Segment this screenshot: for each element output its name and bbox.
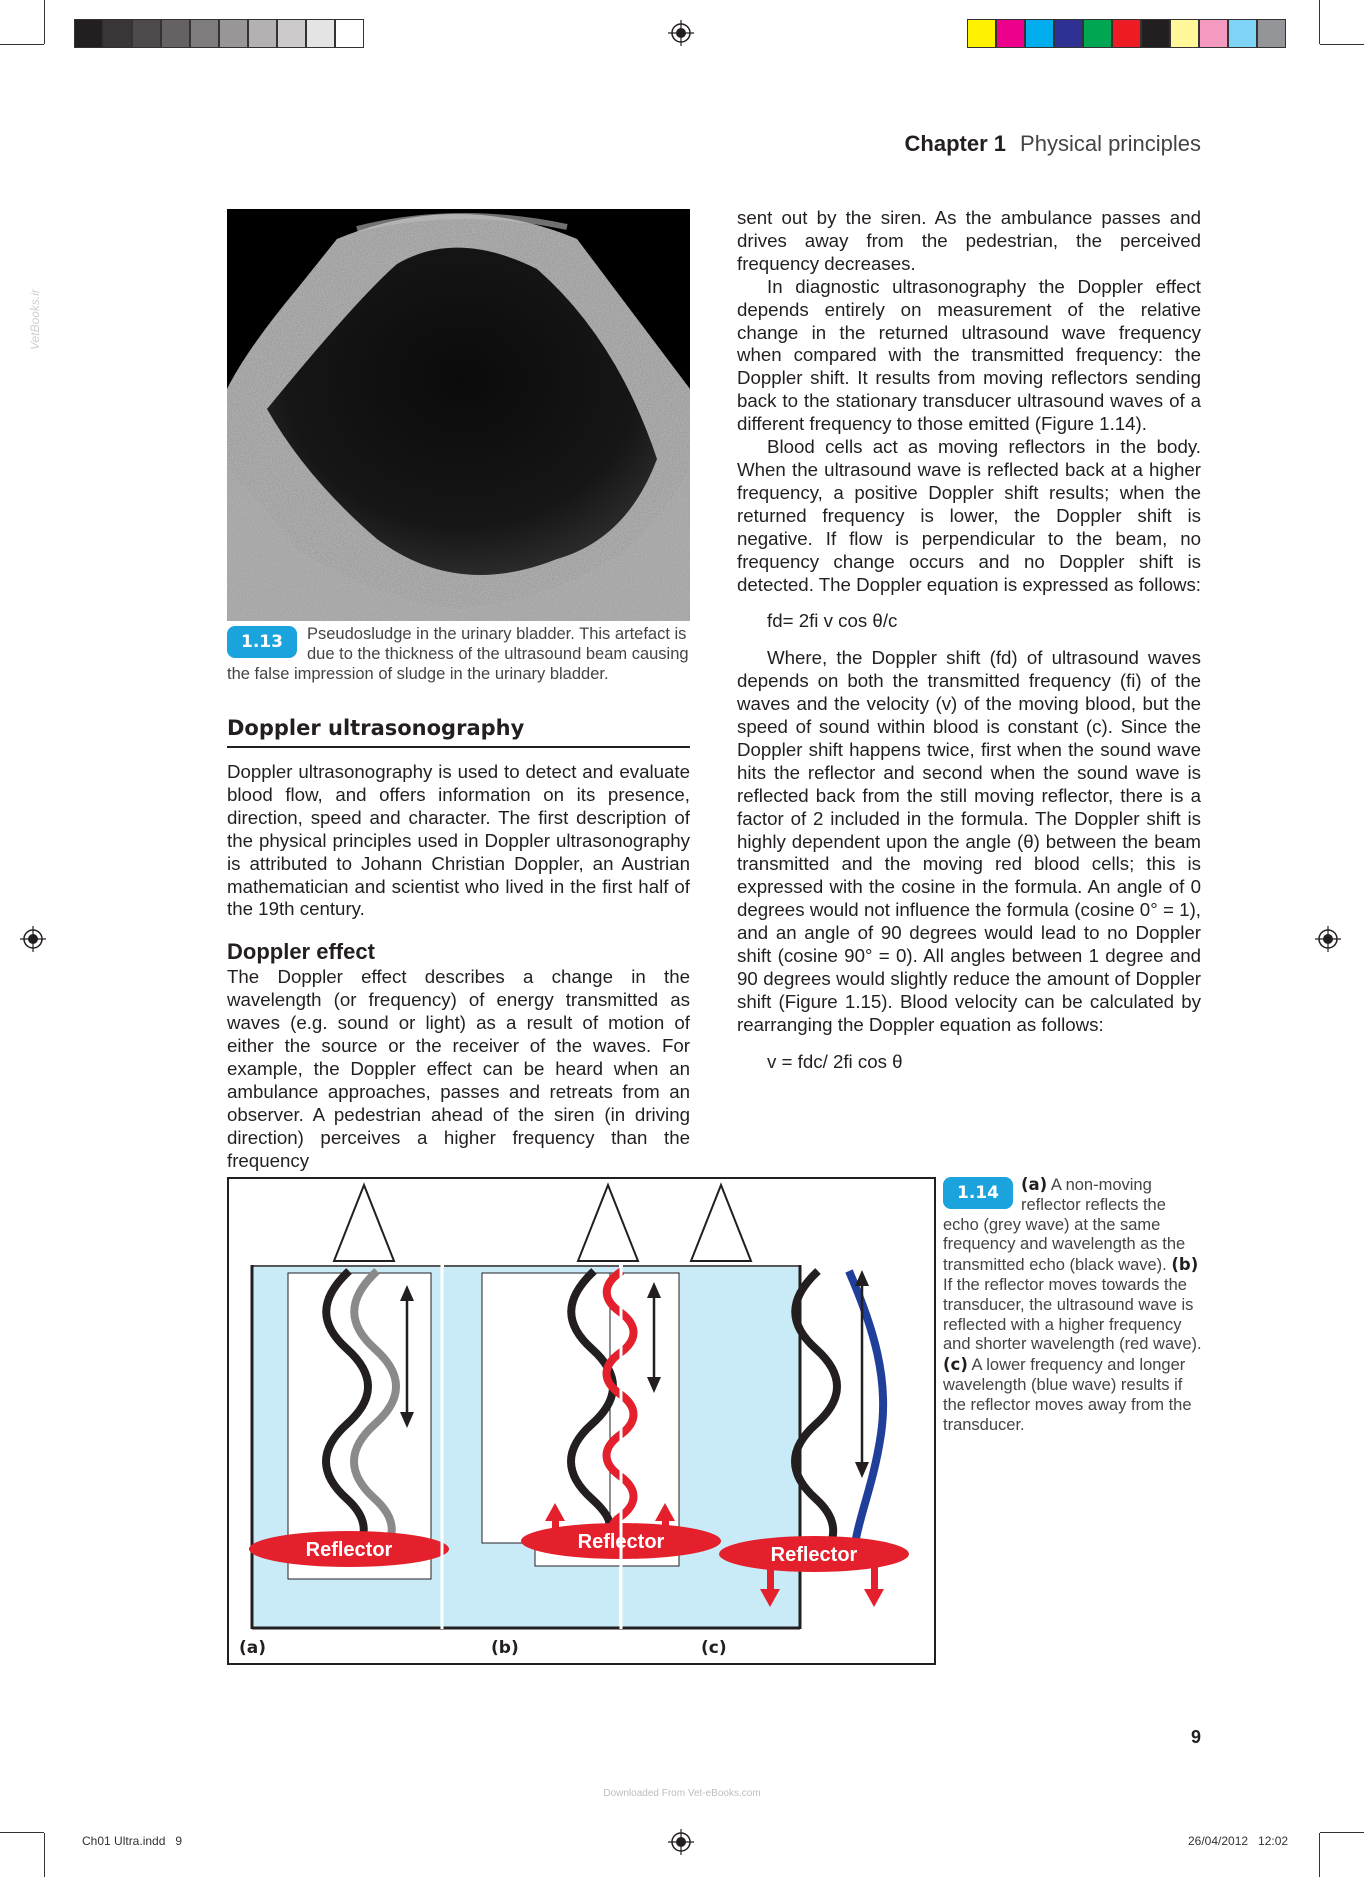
velocity-equation: v = fdc/ 2fi cos θ xyxy=(767,1050,903,1072)
registration-mark-icon xyxy=(668,1829,694,1855)
paragraph: Where, the Doppler shift (fd) of ultrasound waves depends on both the transmitted frequency (fi) of the waves and the velocity (v) of the moving blood, but the speed of sound within blood is constant (c). Since the Doppler shift happens twice, first when the sound wave hits the reflector and second when the sound wave is reflected back from the still moving reflector, there is a factor of 2 included in the formula. The Doppler shift is highly dependent upon the angle (θ) between the beam transmitted and the moving red blood cells; this is expressed with the cosine in the formula. An angle of 0 degrees would not influence the formula (cosine 0° = 1), and an angle of 90 degrees would lead to no Doppler shift (cosine 90° = 0). All angles between 1 degree and 90 degrees would slightly reduce the amount of Doppler shift (Figure 1.15). Blood velocity can be calculated by rearranging the Doppler equation as follows: xyxy=(737,647,1201,1035)
figure-1-13-caption xyxy=(227,624,690,684)
color-swatch xyxy=(1054,19,1083,48)
crop-mark xyxy=(44,0,45,44)
running-head xyxy=(905,131,1201,157)
crop-mark xyxy=(1319,1833,1320,1877)
registration-mark-icon xyxy=(1315,926,1341,952)
transducer-icon xyxy=(334,1185,394,1261)
chapter-title: Physical principles xyxy=(1020,131,1201,156)
transducer-icon xyxy=(691,1185,751,1261)
figure-badge: 1.13 xyxy=(227,626,297,658)
color-swatch xyxy=(996,19,1025,48)
chapter-label: Chapter 1 xyxy=(904,131,1007,156)
panel-tag-a: (a) xyxy=(239,1638,267,1658)
watermark: VetBooks.ir xyxy=(28,289,42,350)
color-swatch xyxy=(1199,19,1228,48)
subsection-heading: Doppler effect xyxy=(227,939,375,965)
reflected-wave-blue xyxy=(849,1271,883,1561)
color-swatch xyxy=(161,19,190,48)
crop-mark xyxy=(0,1832,44,1833)
caption-tag: (b) xyxy=(1171,1255,1199,1275)
down-arrow-icon xyxy=(864,1589,884,1607)
color-swatch xyxy=(248,19,277,48)
color-swatch xyxy=(1228,19,1257,48)
footer-file-name: Ch01 Ultra.indd 9 xyxy=(82,1834,183,1848)
color-swatch xyxy=(1112,19,1141,48)
left-column-text xyxy=(227,761,690,1172)
crop-mark xyxy=(1320,1832,1364,1833)
reflector-label: Reflector xyxy=(770,1544,858,1566)
caption-text: If the reflector moves towards the transducer, the ultrasound wave is reflected with a higher frequency and shorter wavelength (red wave). xyxy=(943,1275,1202,1354)
caption-tag: (a) xyxy=(1021,1175,1048,1194)
reflector-label: Reflector xyxy=(305,1539,393,1561)
paragraph: In diagnostic ultrasonography the Doppler effect depends entirely on measurement of the relative change in the returned ultrasound wave frequency when compared with the transmitted frequency: the Doppler shift. It results from moving reflectors sending back to the stationary transducer ultrasound waves of a different frequency to those emitted (Figure 1.14). xyxy=(737,275,1201,435)
crop-mark xyxy=(1319,0,1320,44)
color-swatch xyxy=(103,19,132,48)
paragraph: sent out by the siren. As the ambulance passes and drives away from the pedestrian, the perceived frequency decreases. xyxy=(737,207,1201,274)
crop-mark xyxy=(1320,44,1364,45)
figure-1-14-caption xyxy=(943,1175,1203,1435)
color-swatch xyxy=(1083,19,1112,48)
panel-tag-b: (b) xyxy=(491,1638,519,1658)
color-swatch xyxy=(219,19,248,48)
figure-1-14-diagram xyxy=(227,1177,936,1665)
color-swatch xyxy=(335,19,364,48)
color-swatch xyxy=(1170,19,1199,48)
caption-text: A lower frequency and longer wavelength (blue wave) results if the reflector moves away from the transducer. xyxy=(943,1356,1192,1434)
paragraph: Doppler ultrasonography is used to detect and evaluate blood flow, and offers information on its presence, direction, speed and character. The first description of the physical principles used in Doppler ultrasonography is attributed to Johann Christian Doppler, an Austrian mathematician and scientist who lived in the first half of the 19th century. xyxy=(227,761,690,920)
crop-mark xyxy=(44,1833,45,1877)
color-swatch xyxy=(1141,19,1170,48)
reflector-label: Reflector xyxy=(577,1531,665,1553)
caption-tag: (c) xyxy=(943,1355,968,1375)
color-swatch xyxy=(132,19,161,48)
section-heading: Doppler ultrasonography xyxy=(227,716,690,748)
ultrasound-image xyxy=(227,209,690,621)
caption-text: A non-moving reflector reflects the echo (grey wave) at the same frequency and wavelength as the transmitted echo (black wave). xyxy=(943,1176,1186,1275)
right-column-text xyxy=(737,207,1201,1088)
color-swatch xyxy=(74,19,103,48)
figure-badge: 1.14 xyxy=(943,1177,1013,1209)
page-number: 9 xyxy=(1190,1727,1201,1747)
color-swatch xyxy=(1025,19,1054,48)
color-swatch xyxy=(306,19,335,48)
color-swatch xyxy=(967,19,996,48)
crop-mark xyxy=(0,44,44,45)
transducer-icon xyxy=(578,1185,638,1261)
color-swatch xyxy=(190,19,219,48)
download-notice: Downloaded From Vet-eBooks.com xyxy=(603,1788,761,1799)
color-swatch xyxy=(277,19,306,48)
registration-mark-icon xyxy=(20,926,46,952)
paragraph: The Doppler effect describes a change in the wavelength (or frequency) of energy transmitted as waves (e.g. sound or light) as a result of motion of either the source or the receiver of the waves. For example, the Doppler effect can be heard when an ambulance approaches, passes and retreats from an observer. A pedestrian ahead of the siren (in driving direction) perceives a higher frequency than the frequency xyxy=(227,966,690,1171)
caption-text: Pseudosludge in the urinary bladder. This artefact is due to the thickness of the ultrasound beam causing the false impression of sludge in the urinary bladder. xyxy=(227,625,689,683)
panel-tag-c: (c) xyxy=(701,1638,727,1658)
registration-mark-icon xyxy=(668,20,694,46)
doppler-equation: fd= 2fi v cos θ/c xyxy=(767,610,898,632)
footer-date: 26/04/2012 12:02 xyxy=(1188,1834,1289,1848)
paragraph: Blood cells act as moving reflectors in the body. When the ultrasound wave is reflected back at a higher frequency, a positive Doppler shift results; when the returned frequency is lower, the Doppler shift is negative. If flow is perpendicular to the beam, no frequency change occurs and no Doppler shift is detected. The Doppler equation is expressed as follows: xyxy=(737,436,1202,595)
color-swatch xyxy=(1257,19,1286,48)
